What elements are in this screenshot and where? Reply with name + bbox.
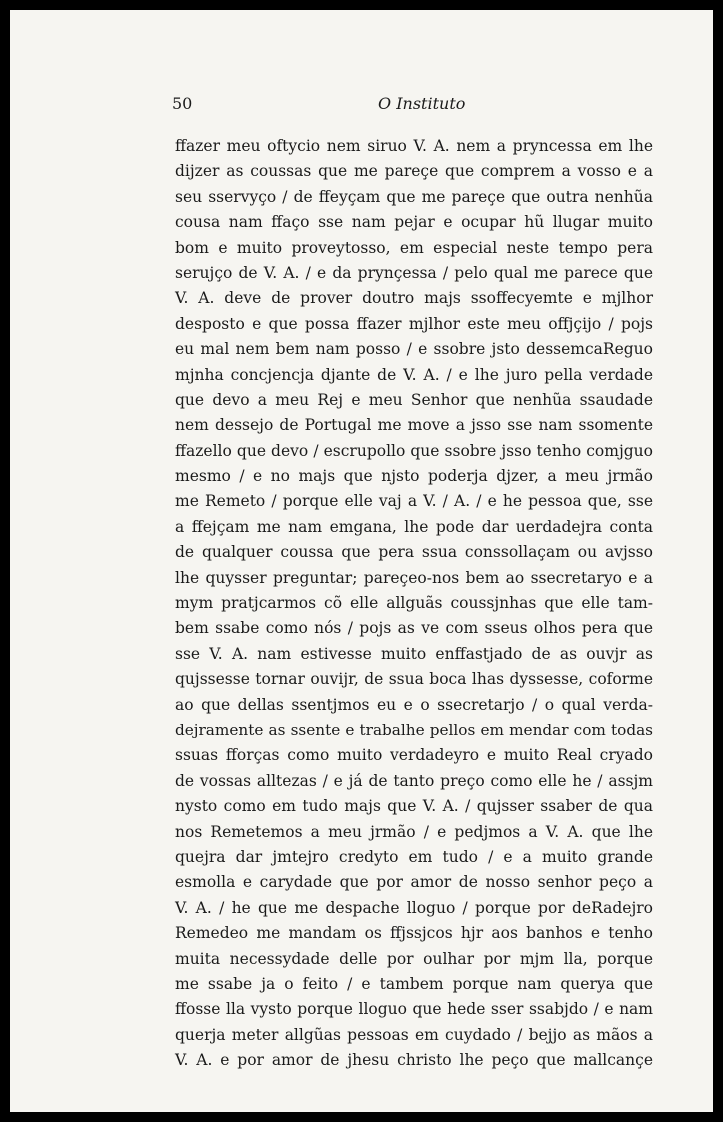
text-line: V. A. / he que me despache lloguo / porque por deRadejro bbox=[175, 898, 653, 917]
text-line: bem ssabe como nós / pojs as ve com sseus olhos pera que bbox=[175, 619, 653, 638]
text-line: dejramente as ssente e trabalhe pellos em mendar com todas bbox=[175, 720, 653, 739]
text-line: quejra dar jmtejro credyto em tudo / e a muito grande bbox=[175, 847, 653, 866]
text-line: eu mal nem bem nam posso / e ssobre jsto dessemcaReguo bbox=[175, 340, 653, 359]
text-line: me ssabe ja o feito / e tambem porque nam querya que bbox=[175, 974, 653, 993]
text-line: me Remeto / porque elle vaj a V. / A. / e he pessoa que, sse bbox=[175, 492, 653, 511]
text-line: dijzer as coussas que me pareçe que comprem a vosso e a bbox=[175, 162, 653, 181]
text-line: que devo a meu Rej e meu Senhor que nenhũa ssaudade bbox=[175, 390, 653, 409]
text-line: qujssesse tornar ouvijr, de ssua boca lhas dyssesse, coforme bbox=[175, 670, 653, 689]
text-line: ffazer meu oftycio nem siruo V. A. nem a pryncessa em lhe bbox=[175, 137, 653, 155]
text-line: ffazello que devo / escrupollo que ssobre jsso tenho comjguo bbox=[175, 441, 653, 460]
text-line: Remedeo me mandam os ffjssjcos hjr aos banhos e tenho bbox=[175, 924, 653, 943]
text-line: ffosse lla vysto porque lloguo que hede sser ssabjdo / e nam bbox=[175, 1000, 653, 1019]
text-line: nos Remetemos a meu jrmão / e pedjmos a V. A. que lhe bbox=[175, 822, 653, 841]
text-line: mjnha concjencja djante de V. A. / e lhe juro pella verdade bbox=[175, 365, 653, 384]
running-title: O Instituto bbox=[378, 94, 466, 113]
text-line: cousa nam ffaço sse nam pejar e ocupar hũ llugar muito bbox=[175, 213, 653, 232]
text-line: serujço de V. A. / e da prynçessa / pelo qual me parece que bbox=[175, 263, 653, 282]
text-line: V. A. deve de prover doutro majs ssoffecyemte e mjlhor bbox=[175, 289, 653, 308]
text-line: seu sservyço / de ffeyçam que me pareçe que outra nenhũa bbox=[175, 187, 653, 206]
text-line: ssuas fforças como muito verdadeyro e muito Real cryado bbox=[175, 746, 653, 765]
text-line: ao que dellas ssentjmos eu e o ssecretarjo / o qual verda- bbox=[175, 695, 653, 714]
text-line: de qualquer coussa que pera ssua conssollaçam ou avjsso bbox=[175, 543, 653, 562]
text-line: bom e muito proveytosso, em especial neste tempo pera bbox=[175, 238, 653, 257]
body-text bbox=[175, 134, 653, 1073]
text-line: querja meter allgũas pessoas em cuydado / bejjo as mãos a bbox=[175, 1025, 653, 1044]
text-line: esmolla e carydade que por amor de nosso senhor peço a bbox=[175, 873, 653, 892]
book-page bbox=[10, 10, 713, 1112]
text-line: lhe quysser preguntar; pareçeo-nos bem ao ssecretaryo e a bbox=[175, 568, 653, 587]
text-line: a ffejçam me nam emgana, lhe pode dar uerdadejra conta bbox=[175, 517, 653, 536]
text-line: nem dessejo de Portugal me move a jsso sse nam ssomente bbox=[175, 416, 653, 435]
text-line: sse V. A. nam estivesse muito enffastjado de as ouvjr as bbox=[175, 644, 653, 663]
text-line: desposto e que possa ffazer mjlhor este meu offjçijo / pojs bbox=[175, 314, 653, 333]
page-header bbox=[172, 94, 662, 120]
text-line: nysto como em tudo majs que V. A. / qujsser ssaber de qua bbox=[175, 797, 653, 816]
text-line: muita necessydade delle por oulhar por mjm lla, porque bbox=[175, 949, 653, 968]
page-number: 50 bbox=[172, 94, 193, 113]
text-line: V. A. e por amor de jhesu christo lhe peço que mallcançe bbox=[175, 1051, 653, 1070]
text-line: de vossas alltezas / e já de tanto preço como elle he / assjm bbox=[175, 771, 653, 790]
text-line: mym pratjcarmos cõ elle allguãs coussjnhas que elle tam- bbox=[175, 594, 653, 613]
text-line: mesmo / e no majs que njsto poderja djzer, a meu jrmão bbox=[175, 467, 653, 486]
